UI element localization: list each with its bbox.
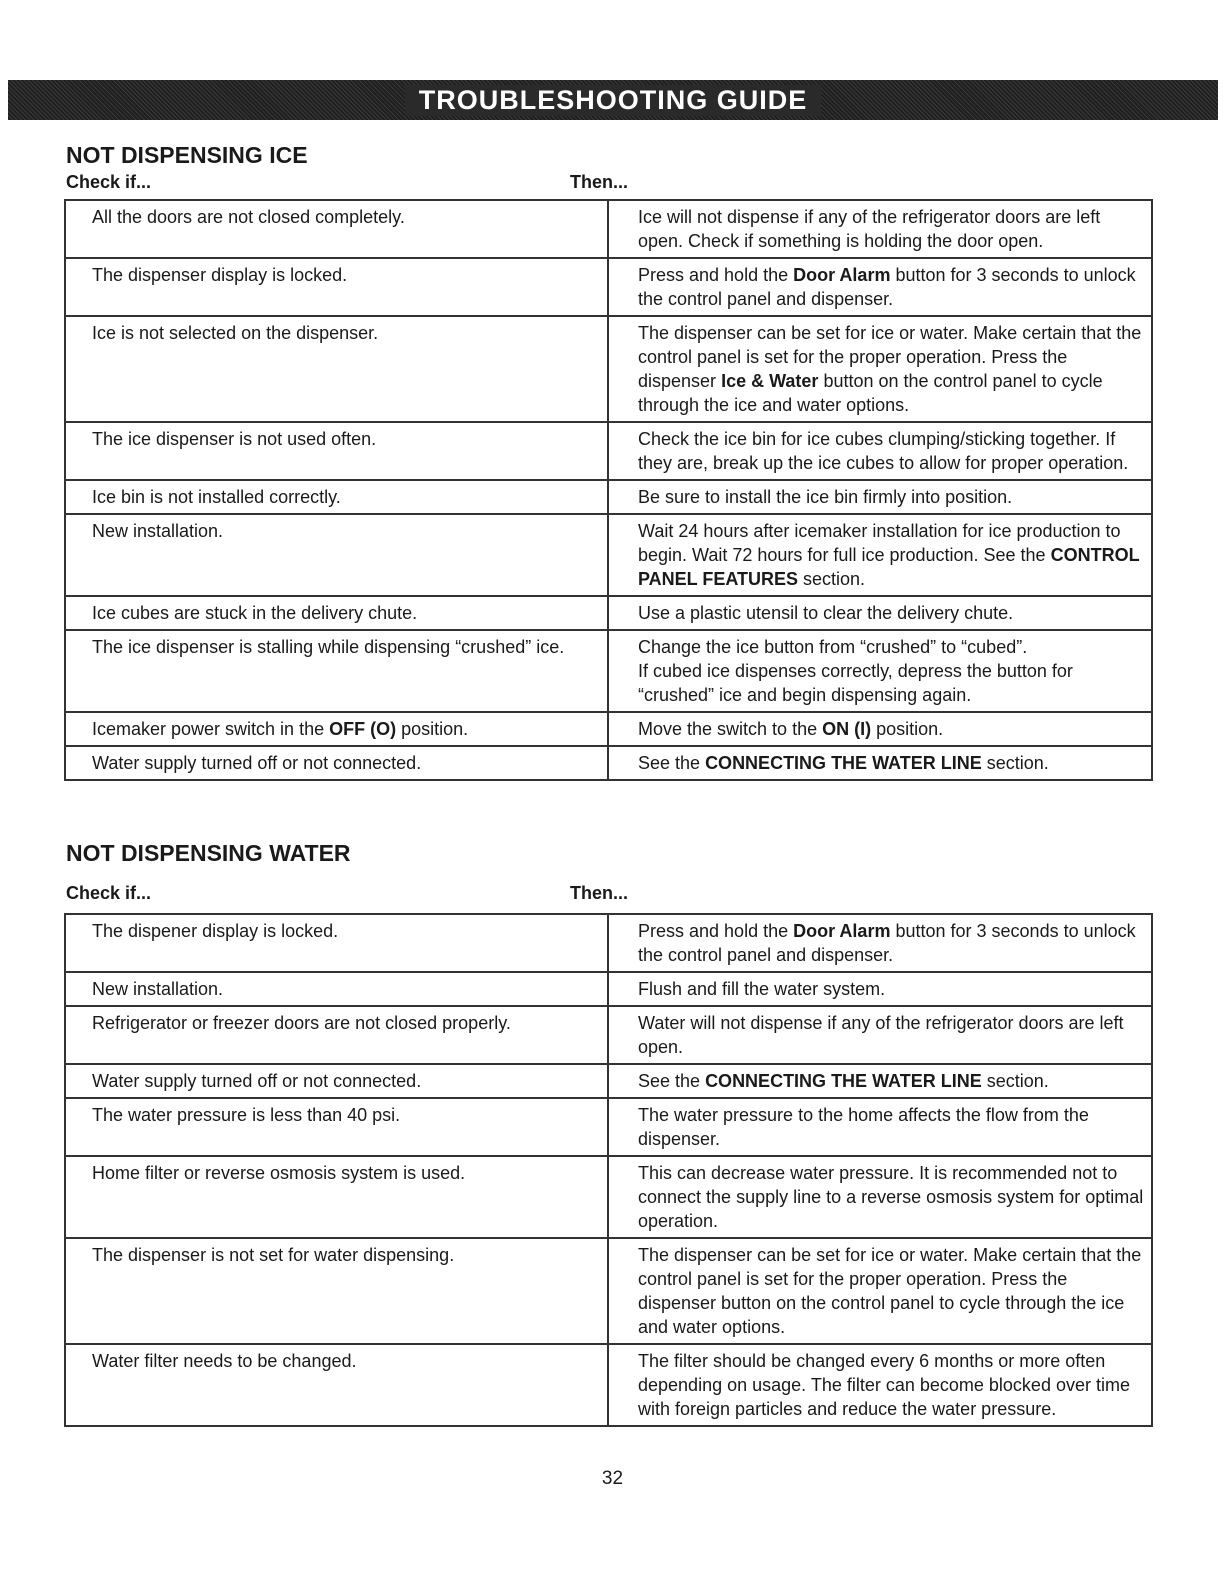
header-banner	[8, 80, 1218, 120]
table-row	[65, 200, 1152, 258]
then-cell: The dispenser can be set for ice or water. Make certain that the control panel is set for the proper operation. Press the dispenser button on the control panel to cycle through the ice and water options.	[608, 1238, 1152, 1344]
table-row	[65, 422, 1152, 480]
then-cell: See the CONNECTING THE WATER LINE section.	[608, 1064, 1152, 1098]
ice-col-then-header: Then...	[570, 172, 628, 192]
check-cell: The ice dispenser is not used often.	[65, 422, 608, 480]
water-troubleshooting-table	[64, 913, 1153, 1427]
table-row	[65, 1064, 1152, 1098]
section-title-water: NOT DISPENSING WATER	[66, 840, 351, 866]
check-cell: The ice dispenser is stalling while dispensing “crushed” ice.	[65, 630, 608, 712]
page-number: 32	[601, 1468, 624, 1489]
water-table-body	[65, 914, 1152, 1426]
ice-troubleshooting-table	[64, 199, 1153, 781]
check-cell: Ice bin is not installed correctly.	[65, 480, 608, 514]
check-cell: The dispener display is locked.	[65, 914, 608, 972]
ice-table-body	[65, 200, 1152, 780]
table-row	[65, 596, 1152, 630]
then-cell: Move the switch to the ON (I) position.	[608, 712, 1152, 746]
table-row	[65, 480, 1152, 514]
check-cell: Water supply turned off or not connected.	[65, 746, 608, 780]
then-cell: Flush and fill the water system.	[608, 972, 1152, 1006]
table-row	[65, 1344, 1152, 1426]
then-cell: The dispenser can be set for ice or water. Make certain that the control panel is set for the proper operation. Press the dispenser Ice & Water button on the control panel to cycle through the ice and water options.	[608, 316, 1152, 422]
check-cell: Water supply turned off or not connected.	[65, 1064, 608, 1098]
then-cell: The filter should be changed every 6 months or more often depending on usage. The filter can become blocked over time with foreign particles and reduce the water pressure.	[608, 1344, 1152, 1426]
table-row	[65, 972, 1152, 1006]
then-cell: Water will not dispense if any of the refrigerator doors are left open.	[608, 1006, 1152, 1064]
check-cell: The dispenser display is locked.	[65, 258, 608, 316]
then-cell: Use a plastic utensil to clear the delivery chute.	[608, 596, 1152, 630]
then-cell: Change the ice button from “crushed” to “cubed”. If cubed ice dispenses correctly, depress the button for “crushed” ice and begin dispensing again.	[608, 630, 1152, 712]
check-cell: Water filter needs to be changed.	[65, 1344, 608, 1426]
check-cell: Ice is not selected on the dispenser.	[65, 316, 608, 422]
water-col-then-header: Then...	[570, 883, 628, 903]
check-cell: Home filter or reverse osmosis system is used.	[65, 1156, 608, 1238]
page-title: TROUBLESHOOTING GUIDE	[405, 85, 822, 116]
table-row	[65, 1238, 1152, 1344]
table-row	[65, 1156, 1152, 1238]
check-cell: Icemaker power switch in the OFF (O) position.	[65, 712, 608, 746]
table-row	[65, 746, 1152, 780]
table-row	[65, 914, 1152, 972]
table-row	[65, 258, 1152, 316]
check-cell: Ice cubes are stuck in the delivery chute.	[65, 596, 608, 630]
then-cell: See the CONNECTING THE WATER LINE section.	[608, 746, 1152, 780]
check-cell: Refrigerator or freezer doors are not closed properly.	[65, 1006, 608, 1064]
table-row	[65, 712, 1152, 746]
water-col-check-header: Check if...	[66, 883, 152, 903]
then-cell: Be sure to install the ice bin firmly into position.	[608, 480, 1152, 514]
section-title-ice: NOT DISPENSING ICE	[66, 142, 308, 168]
check-cell: All the doors are not closed completely.	[65, 200, 608, 258]
then-cell: The water pressure to the home affects the flow from the dispenser.	[608, 1098, 1152, 1156]
ice-col-check-header: Check if...	[66, 172, 152, 192]
then-cell: Check the ice bin for ice cubes clumping/sticking together. If they are, break up the ice cubes to allow for proper operation.	[608, 422, 1152, 480]
table-row	[65, 1098, 1152, 1156]
then-cell: Ice will not dispense if any of the refrigerator doors are left open. Check if something is holding the door open.	[608, 200, 1152, 258]
check-cell: The dispenser is not set for water dispensing.	[65, 1238, 608, 1344]
check-cell: The water pressure is less than 40 psi.	[65, 1098, 608, 1156]
table-row	[65, 514, 1152, 596]
then-cell: This can decrease water pressure. It is recommended not to connect the supply line to a reverse osmosis system for optimal operation.	[608, 1156, 1152, 1238]
check-cell: New installation.	[65, 972, 608, 1006]
check-cell: New installation.	[65, 514, 608, 596]
then-cell: Press and hold the Door Alarm button for 3 seconds to unlock the control panel and dispenser.	[608, 258, 1152, 316]
then-cell: Press and hold the Door Alarm button for 3 seconds to unlock the control panel and dispenser.	[608, 914, 1152, 972]
table-row	[65, 1006, 1152, 1064]
table-row	[65, 316, 1152, 422]
table-row	[65, 630, 1152, 712]
then-cell: Wait 24 hours after icemaker installation for ice production to begin. Wait 72 hours for full ice production. See the CONTROL PANEL FEATURES section.	[608, 514, 1152, 596]
